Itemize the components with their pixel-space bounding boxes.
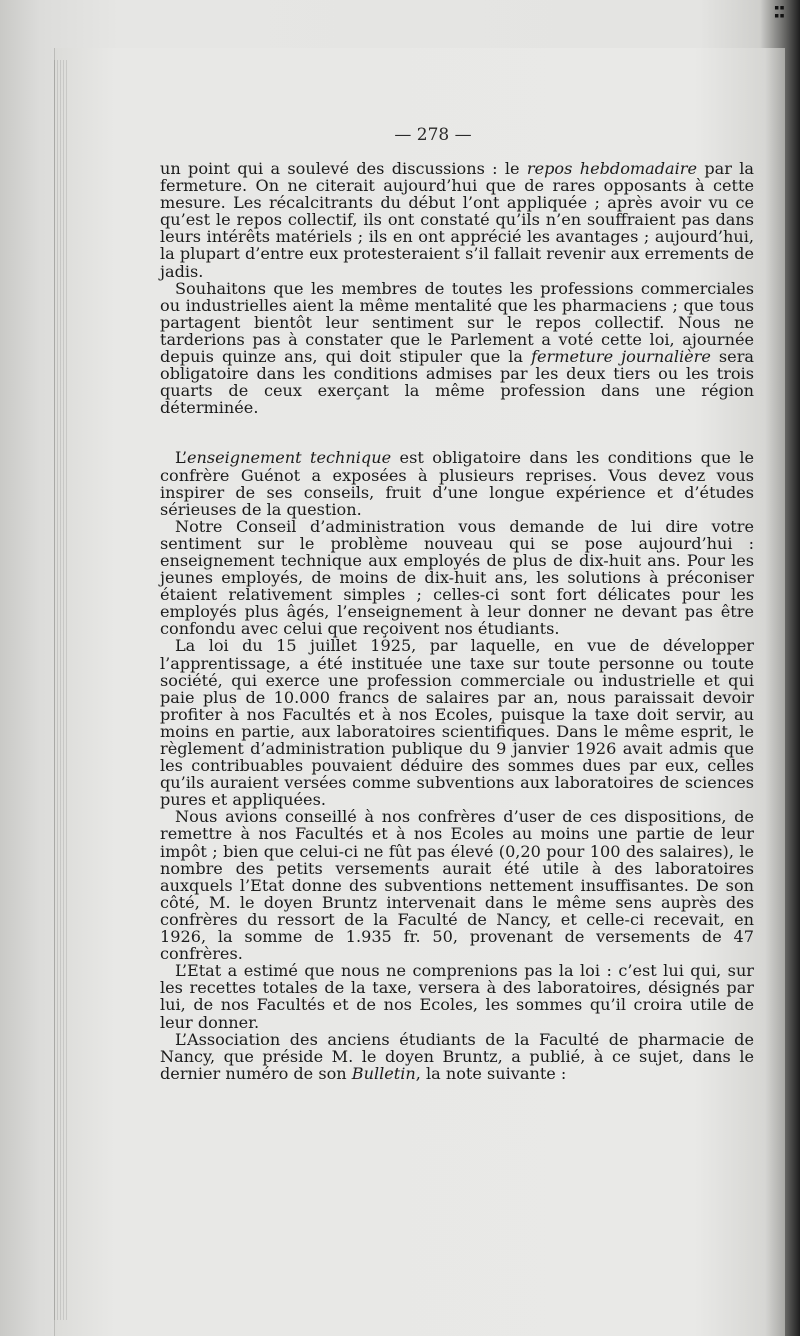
paragraph-etat: L’Etat a estimé que nous ne comprenions pas la loi : c’est lui qui, sur les recettes totales de la taxe, versera à des laboratoires, désignés par lui, de nos Facultés et de nos Ecoles, les sommes qu’il croira utile de leur donner.: [160, 961, 754, 1032]
paragraph-conseil: Notre Conseil d’administration vous demande de lui dire votre sentiment sur le problème nouveau qui se pose aujourd’hui : enseignement technique aux employés de plus de dix-huit ans. Pour les jeunes employés, de moins de dix-huit ans, les solutions à préconiser étaient relativement simples ; celles-ci sont fort délicates pour les employés plus âgés, l’enseignement à leur donner ne devant pas être confondu avec celui que reçoivent nos étudiants.: [160, 516, 754, 639]
paragraph-loi-1925: La loi du 15 juillet 1925, par laquelle, en vue de développer l’apprentissage, a été instituée une taxe sur toute personne ou toute société, qui exerce une profession commerciale ou industrielle et qui paie plus de 10.000 francs de salaires par an, nous paraissait devoir profiter à nos Facultés et à nos Ecoles, puisque la taxe doit servir, au moins en partie, aux laboratoires scientifiques. Dans le même esprit, le règlement d’administration publique du 9 janvier 1926 avait admis que les contribuables pouvaient déduire des sommes dues par eux, celles qu’ils auraient versées comme subventions aux laboratoires de sciences pures et appliquées.: [160, 636, 754, 810]
scan-corner-mark: ▪▪ ▪▪: [774, 3, 785, 21]
paragraph-conseil-confreres: Nous avions conseillé à nos confrères d’user de ces dispositions, de remettre à nos Facultés et à nos Ecoles au moins une partie de leur impôt ; bien que celui-ci ne fût pas élevé (0,20 pour 100 des salaires), le nombre des petits versements aurait été utile à des laboratoires auxquels l’Etat donne des subventions nettement insuffisantes. De son côté, M. le doyen Bruntz intervenait dans le même sens auprès des confrères du ressort de la Faculté de Nancy, et celle-ci recevait, en 1926, la somme de 1.935 fr. 50, provenant de versements de 47 confrères.: [160, 807, 754, 964]
paragraph-fermeture-journaliere: Souhaitons que les membres de toutes les professions commerciales ou industrielles aient la même mentalité que les pharmaciens ; que tous partagent bientôt leur sentiment sur le repos collectif. Nous ne tarderions pas à constater que le Parlement a voté cette loi, ajournée depuis quinze ans, qui doit stipuler que la fermeture journalière sera obligatoire dans les conditions admises par les deux tiers ou les trois quarts de ceux exerçant la même profession dans une région déterminée.: [160, 278, 754, 418]
body-text: [160, 160, 754, 1082]
paragraph-association: L’Association des anciens étudiants de la Faculté de pharmacie de Nancy, que préside M. le doyen Bruntz, a publié, à ce sujet, dans le dernier numéro de son Bulletin, la note suivante :: [160, 1029, 754, 1083]
paragraph-enseignement-technique: L’enseignement technique est obligatoire dans les conditions que le confrère Guénot a exposées à plusieurs reprises. Vous devez vous inspirer de ses conseils, fruit d’une longue expérience et d’études sérieuses de la question.: [160, 448, 754, 519]
page-edge-stack: [54, 60, 68, 1320]
paragraph-repos-hebdomadaire: un point qui a soulevé des discussions : le repos hebdomadaire par la fermeture. On ne citerait aujourd’hui que de rares opposants à cette mesure. Les récalcitrants du début l’ont appliquée ; après avoir vu ce qu’est le repos collectif, ils ont constaté qu’ils n’en souffraient pas dans leurs intérêts matériels ; ils en ont apprécié les avantages ; aujourd’hui, la plupart d’entre eux protesteraient s’il fallait revenir aux errements de jadis.: [160, 159, 755, 281]
page-number: — 278 —: [394, 125, 472, 145]
